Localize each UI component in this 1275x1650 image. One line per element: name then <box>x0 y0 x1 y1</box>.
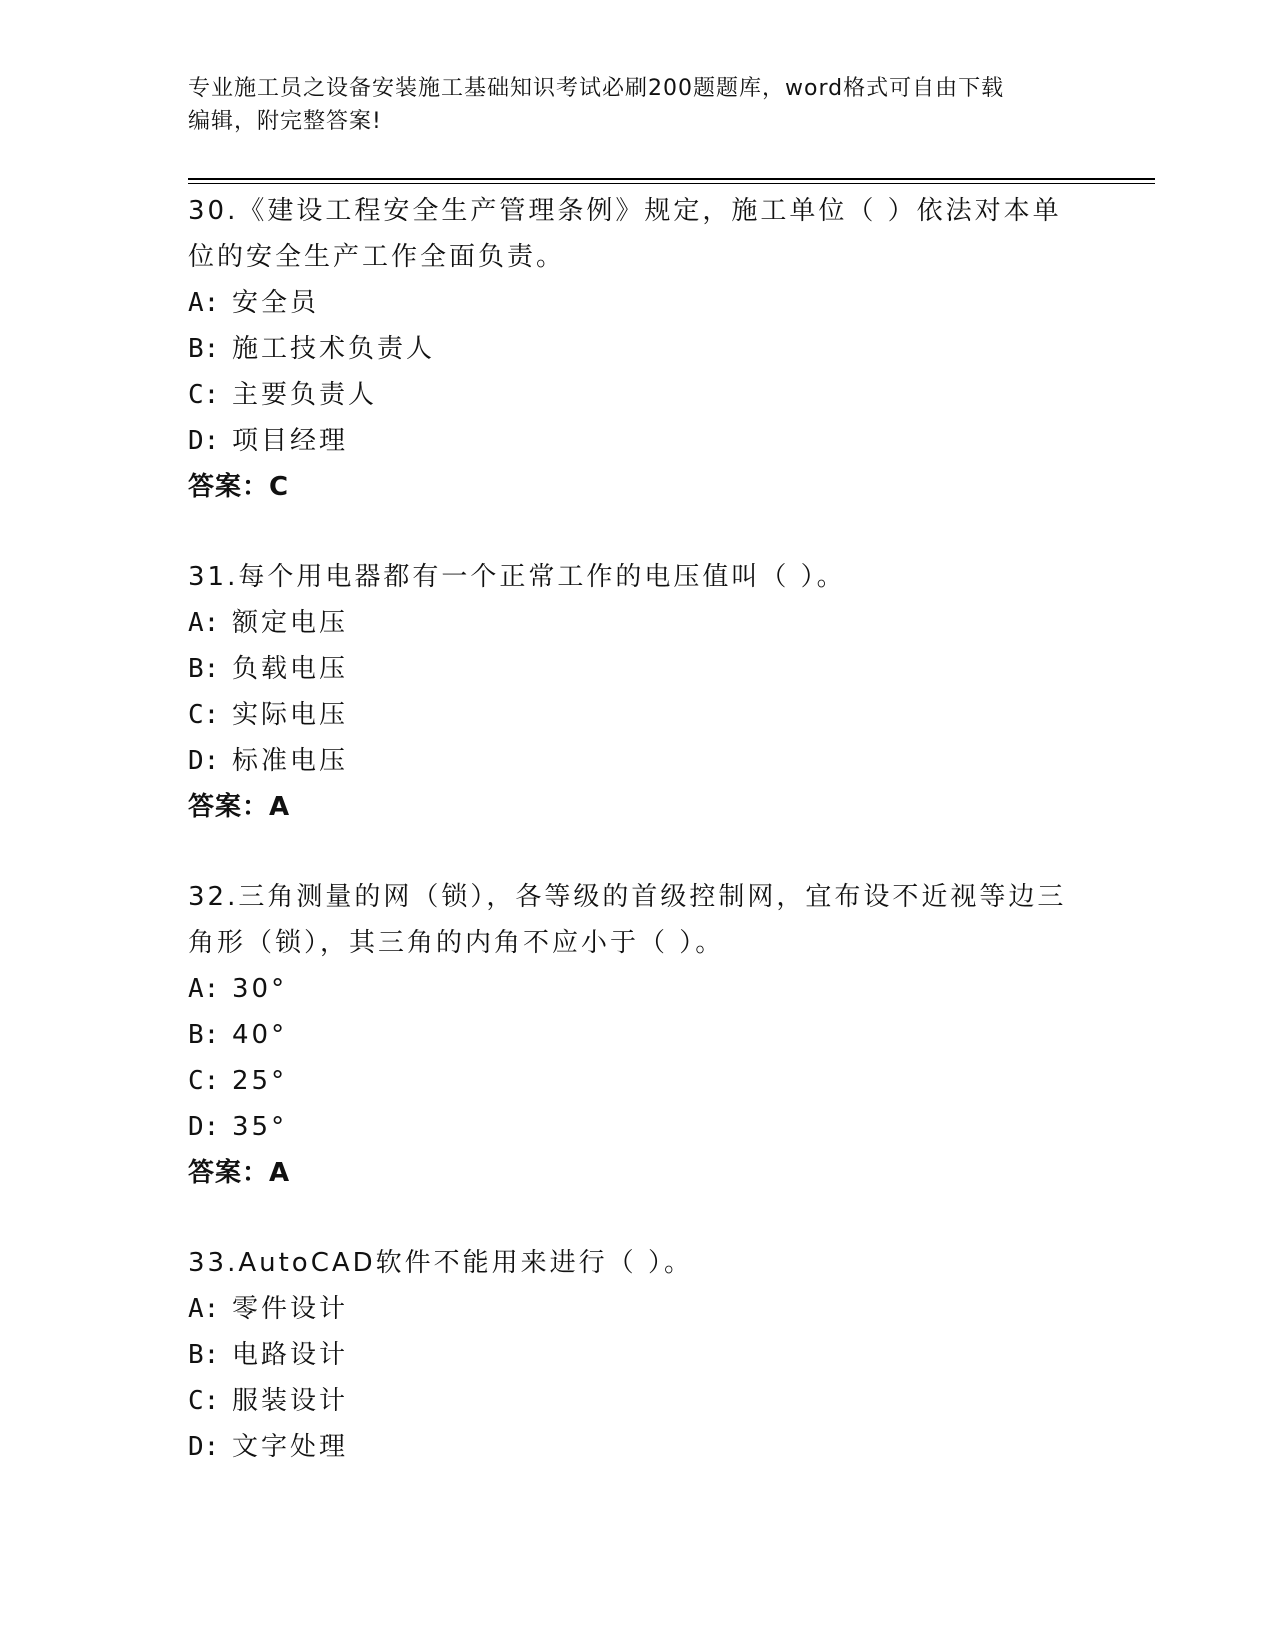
option-text: 40° <box>232 1020 288 1050</box>
option-text: 主要负责人 <box>232 380 378 410</box>
header-divider-thick <box>188 178 1155 180</box>
option-b <box>188 326 1088 372</box>
option-key: C: <box>188 1386 220 1416</box>
option-text: 标准电压 <box>232 746 349 776</box>
answer-value: A <box>269 1158 291 1188</box>
option-key: D: <box>188 1432 220 1462</box>
option-key: D: <box>188 1112 220 1142</box>
option-key: A: <box>188 608 220 638</box>
option-a <box>188 1286 1088 1332</box>
option-text: 施工技术负责人 <box>232 334 436 364</box>
option-text: 文字处理 <box>232 1432 349 1462</box>
option-a <box>188 600 1088 646</box>
option-c <box>188 372 1088 418</box>
option-key: B: <box>188 334 220 364</box>
option-c <box>188 1058 1088 1104</box>
answer-value: A <box>269 792 291 822</box>
option-b <box>188 646 1088 692</box>
option-d <box>188 418 1088 464</box>
option-d <box>188 738 1088 784</box>
option-d <box>188 1104 1088 1150</box>
option-a <box>188 966 1088 1012</box>
option-text: 实际电压 <box>232 700 349 730</box>
answer-label: 答案： <box>188 792 270 822</box>
option-key: A: <box>188 288 220 318</box>
option-key: B: <box>188 1020 220 1050</box>
question-stem: 33.AutoCAD软件不能用来进行（ ）。 <box>188 1248 693 1278</box>
option-c <box>188 1378 1088 1424</box>
option-key: A: <box>188 1294 220 1324</box>
option-a <box>188 280 1088 326</box>
option-text: 零件设计 <box>232 1294 349 1324</box>
option-key: D: <box>188 426 220 456</box>
option-key: B: <box>188 1340 220 1370</box>
option-text: 25° <box>232 1066 288 1096</box>
answer-label: 答案： <box>188 1158 270 1188</box>
answer-line <box>188 464 1088 510</box>
question-stem: 31.每个用电器都有一个正常工作的电压值叫（ ）。 <box>188 562 846 592</box>
option-text: 30° <box>232 974 288 1004</box>
option-c <box>188 692 1088 738</box>
option-b <box>188 1012 1088 1058</box>
option-key: B: <box>188 654 220 684</box>
option-text: 服装设计 <box>232 1386 349 1416</box>
option-text: 安全员 <box>232 288 320 318</box>
option-key: C: <box>188 1066 220 1096</box>
header-divider-thin <box>188 183 1155 184</box>
option-d <box>188 1424 1088 1470</box>
option-key: C: <box>188 700 220 730</box>
answer-label: 答案： <box>188 472 270 502</box>
header-title-line-1: 专业施工员之设备安装施工基础知识考试必刷200题题库，word格式可自由下载 <box>188 76 1005 101</box>
question-stem: 32.三角测量的网（锁），各等级的首级控制网，宜布设不近视等边三角形（锁），其三角的内角不应小于（ ）。 <box>188 882 1067 958</box>
question-32 <box>188 874 1088 1196</box>
option-text: 额定电压 <box>232 608 349 638</box>
option-text: 项目经理 <box>232 426 349 456</box>
option-key: C: <box>188 380 220 410</box>
header-title-line-2: 编辑，附完整答案! <box>188 109 382 134</box>
document-header <box>188 72 1088 138</box>
question-stem: 30.《建设工程安全生产管理条例》规定，施工单位（ ）依法对本单位的安全生产工作全面负责。 <box>188 196 1062 272</box>
answer-line <box>188 1150 1088 1196</box>
option-key: D: <box>188 746 220 776</box>
option-text: 35° <box>232 1112 288 1142</box>
option-key: A: <box>188 974 220 1004</box>
option-b <box>188 1332 1088 1378</box>
question-list <box>188 188 1088 1514</box>
question-33 <box>188 1240 1088 1470</box>
question-31 <box>188 554 1088 830</box>
question-30 <box>188 188 1088 510</box>
answer-line <box>188 784 1088 830</box>
option-text: 负载电压 <box>232 654 349 684</box>
option-text: 电路设计 <box>232 1340 349 1370</box>
answer-value: C <box>269 472 290 502</box>
